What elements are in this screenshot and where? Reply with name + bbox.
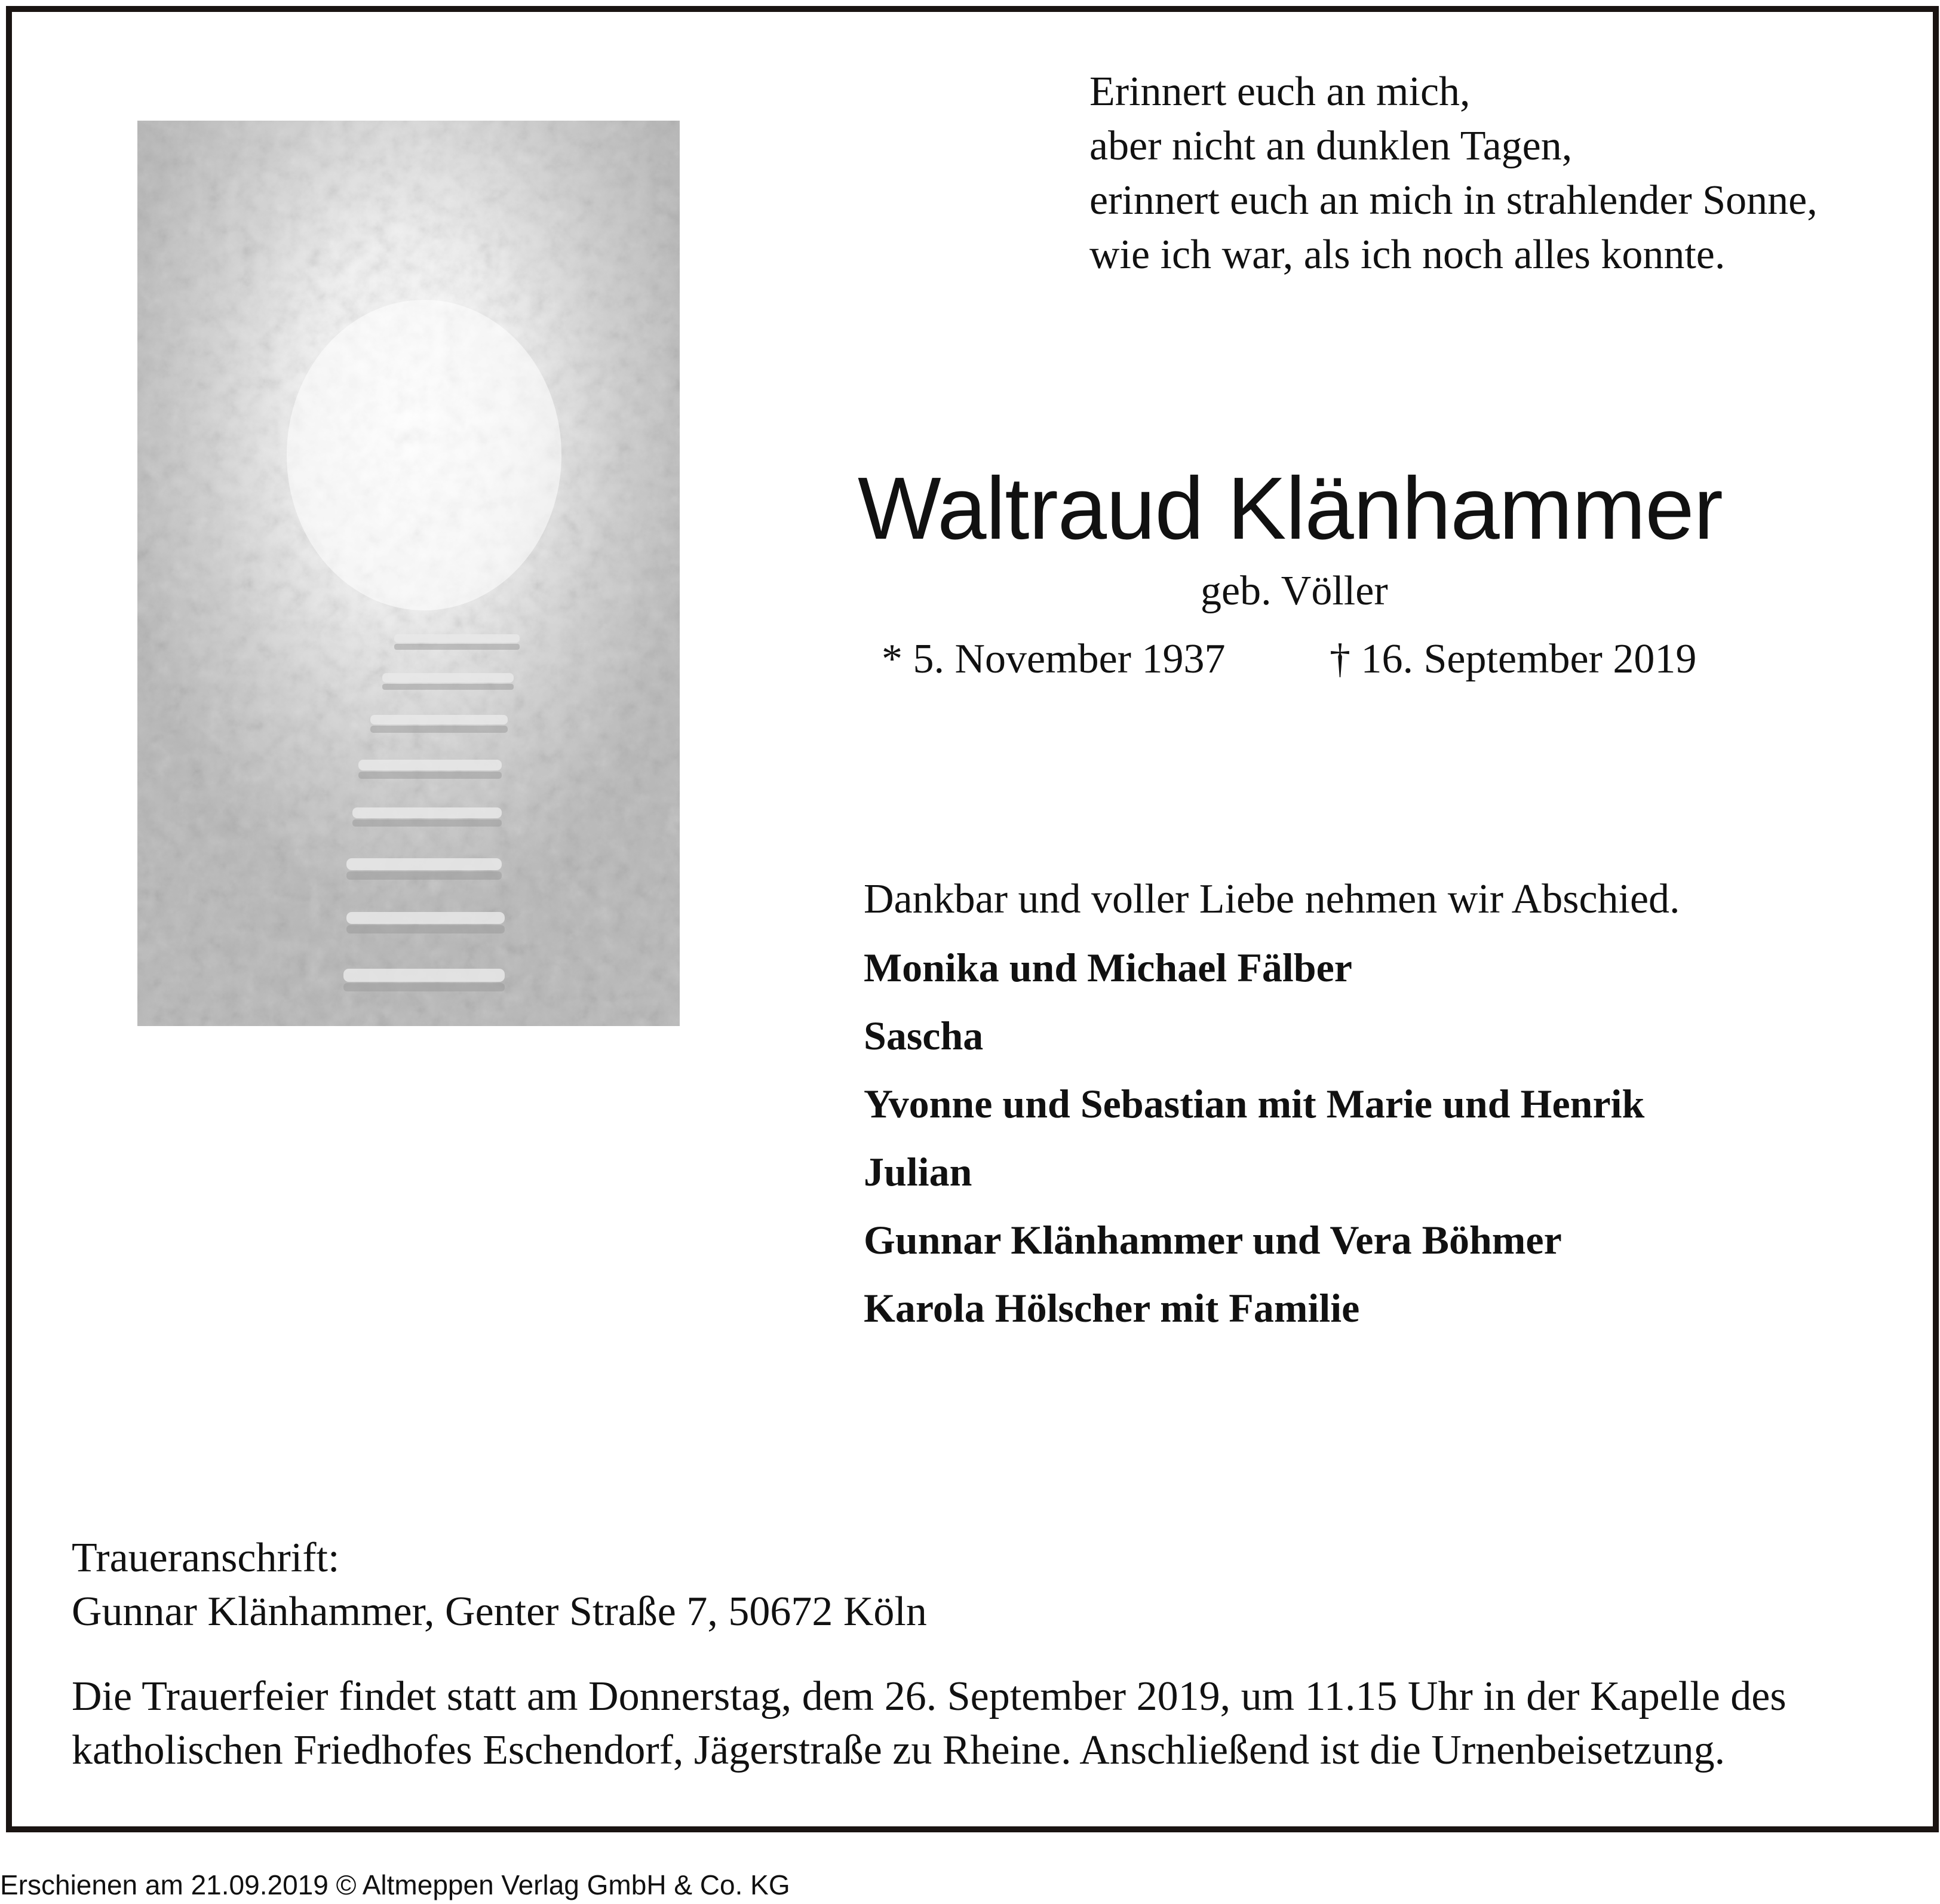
poem	[1089, 65, 1818, 282]
mourners-list	[864, 942, 1644, 1351]
death-date: † 16. September 2019	[1330, 636, 1697, 682]
poem-line: erinnert euch an mich in strahlender Sonne,	[1089, 177, 1818, 223]
birth-date: * 5. November 1937	[882, 636, 1226, 682]
poem-line: Erinnert euch an mich,	[1089, 69, 1471, 115]
ceremony-line: katholischen Friedhofes Eschendorf, Jägerstraße zu Rheine. Anschließend ist die Urnenbeisetzung.	[72, 1727, 1726, 1773]
deceased-name: Waltraud Klänhammer	[858, 459, 1723, 558]
ceremony-line: Die Trauerfeier findet statt am Donnerstag, dem 26. September 2019, um 11.15 Uhr in der Kapelle des	[72, 1673, 1786, 1719]
mourner: Gunnar Klänhammer und Vera Böhmer	[864, 1217, 1562, 1263]
mourner: Monika und Michael Fälber	[864, 945, 1352, 990]
mourning-address	[72, 1531, 927, 1639]
ceremony-info	[72, 1670, 1786, 1777]
publication-footer: Erschienen am 21.09.2019 © Altmeppen Verlag GmbH & Co. KG	[0, 1869, 790, 1900]
mourner: Yvonne und Sebastian mit Marie und Henrik	[864, 1081, 1645, 1126]
mourner: Karola Hölscher mit Familie	[864, 1285, 1360, 1331]
farewell-text: Dankbar und voller Liebe nehmen wir Abschied.	[864, 876, 1680, 922]
poem-line: aber nicht an dunklen Tagen,	[1089, 123, 1573, 169]
poem-line: wie ich war, als ich noch alles konnte.	[1089, 232, 1726, 278]
mourner: Sascha	[864, 1013, 984, 1058]
birth-name: geb. Völler	[1201, 568, 1388, 614]
address-value: Gunnar Klänhammer, Genter Straße 7, 50672 Köln	[72, 1589, 927, 1635]
mourner: Julian	[864, 1149, 972, 1194]
address-label: Traueranschrift:	[72, 1535, 340, 1581]
stone-stairs-light-photo	[137, 121, 680, 1026]
